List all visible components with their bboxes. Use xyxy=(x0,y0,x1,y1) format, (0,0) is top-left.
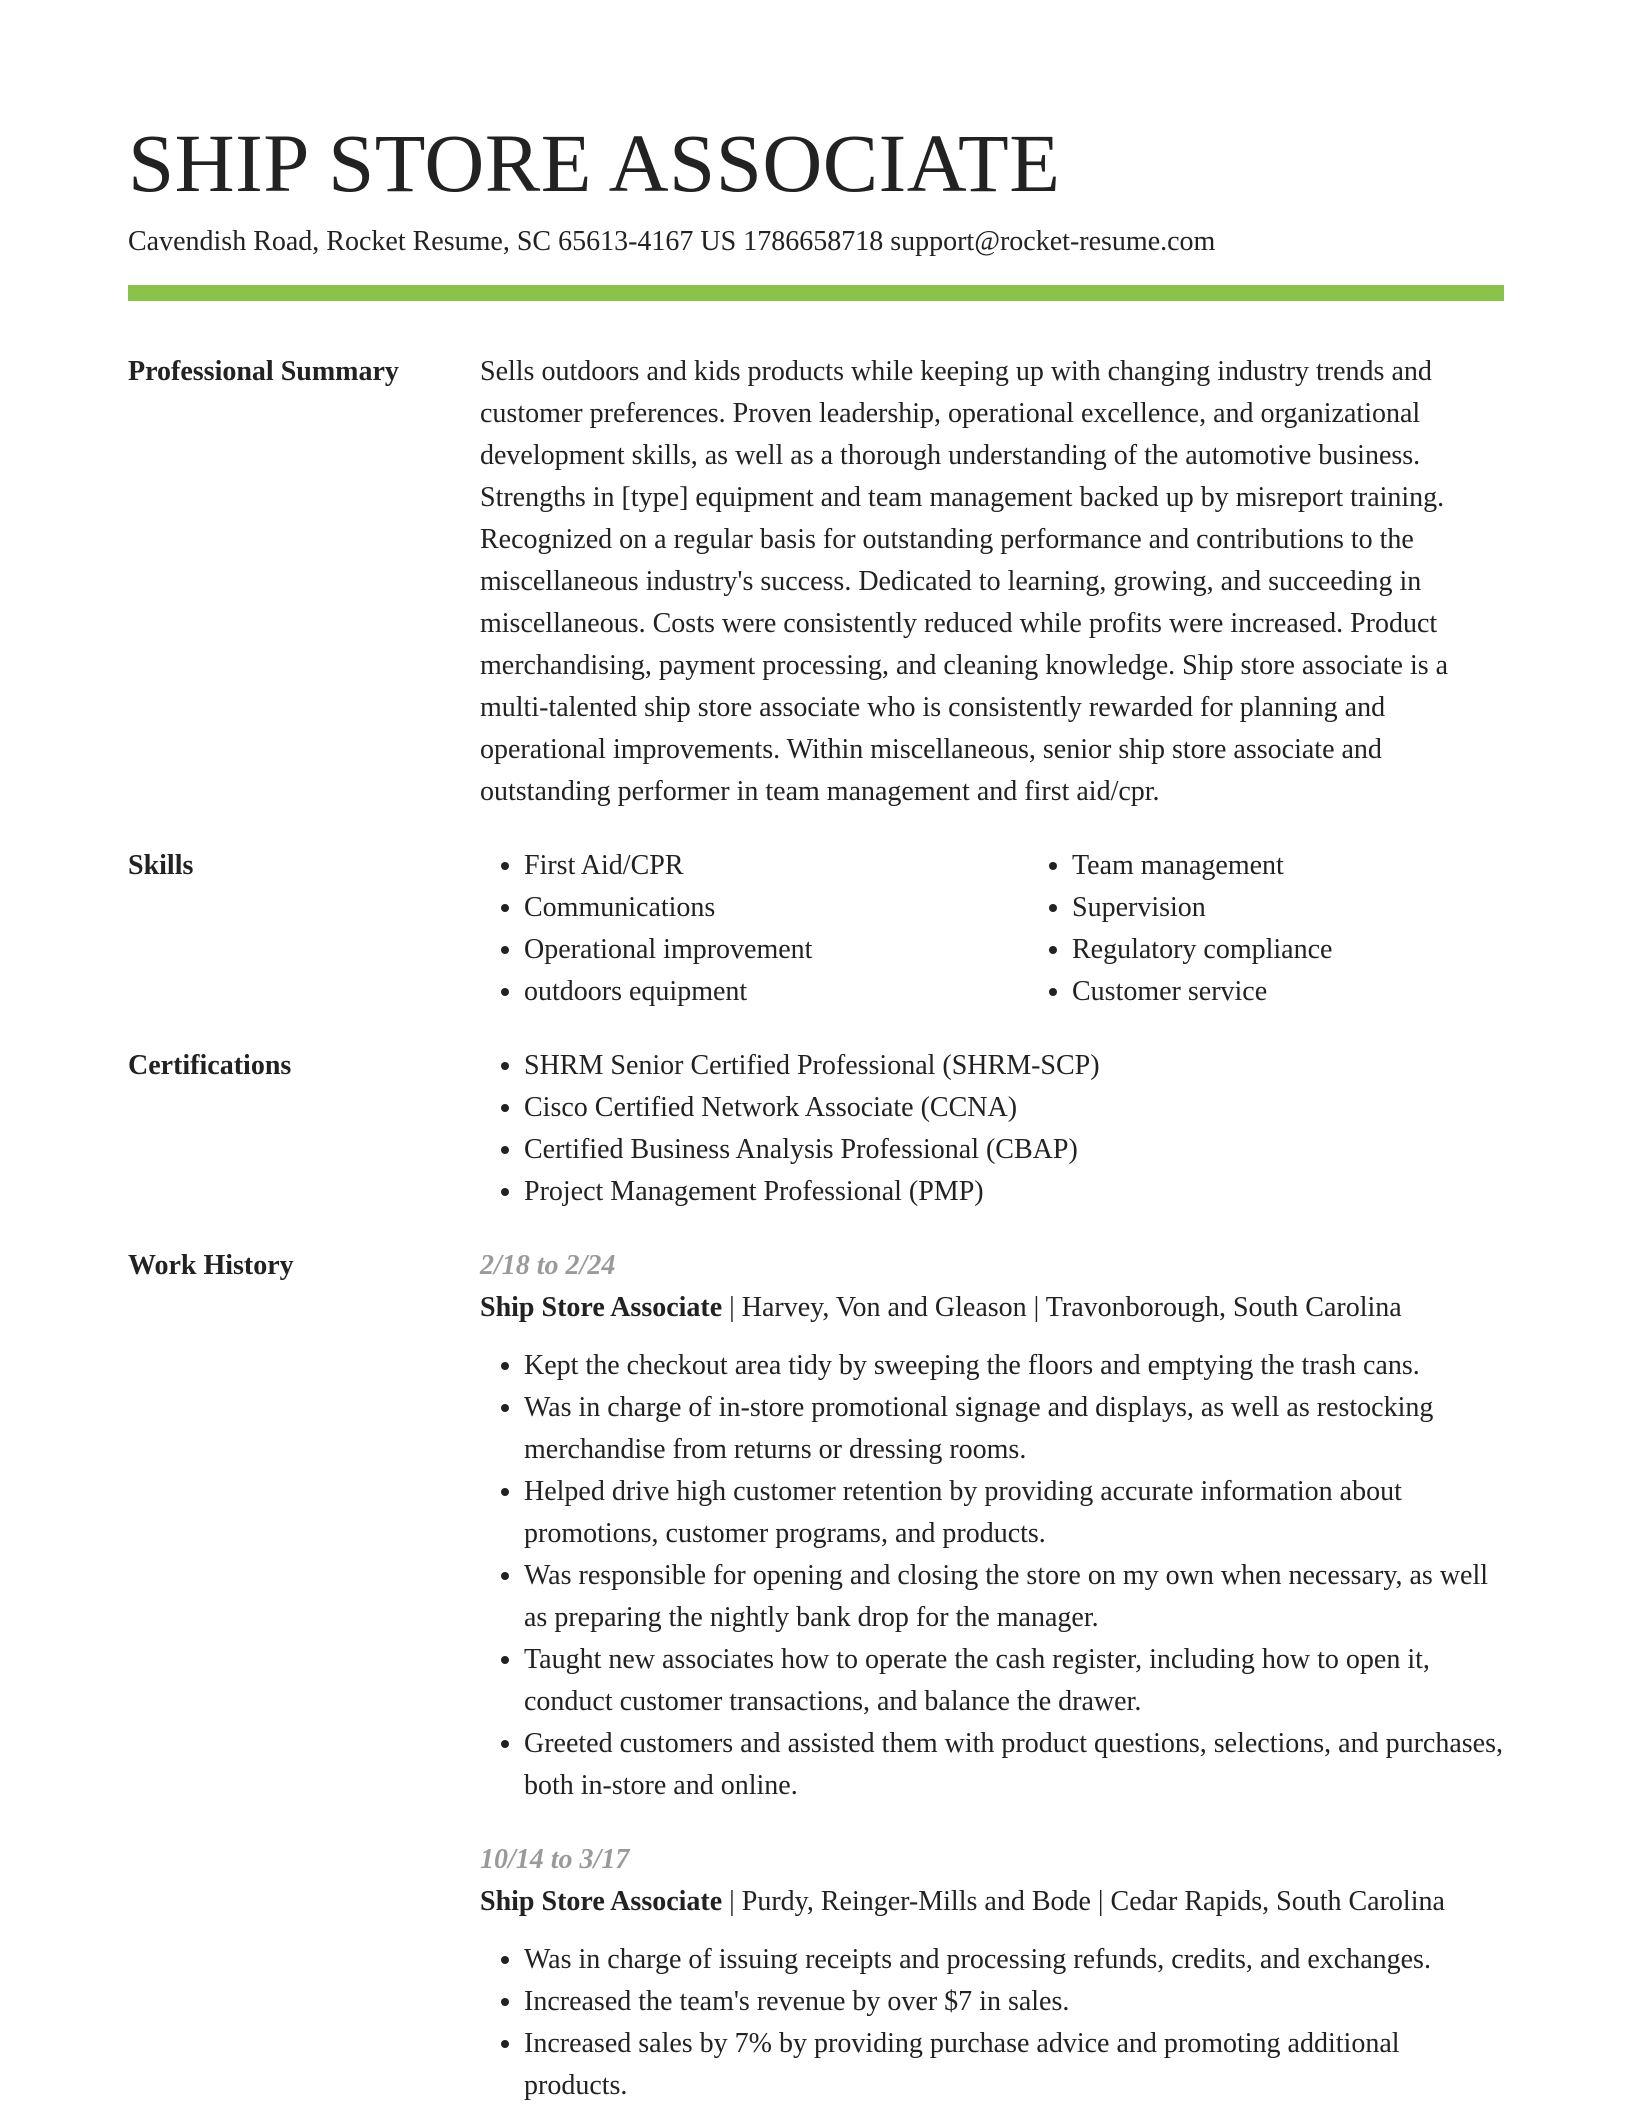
job-duty: • Helped drive high customer retention by providing accurate information about promotions, customer programs, and products. xyxy=(524,1471,1504,1555)
job-entry xyxy=(480,1245,1504,1807)
work-history-content xyxy=(480,1245,1504,2107)
job-heading xyxy=(480,1287,1504,1329)
summary-text: Sells outdoors and kids products while keeping up with changing industry trends and customer preferences. Proven leadership, operational excellence, and organizational development skills, as well as a thorough understanding of the automotive business. Strengths in [type] equipment and team management backed up by misreport training. Recognized on a regular basis for outstanding performance and contributions to the miscellaneous industry's success. Dedicated to learning, growing, and succeeding in miscellaneous. Costs were consistently reduced while profits were increased. Product merchandising, payment processing, and cleaning knowledge. Ship store associate is a multi-talented ship store associate who is consistently rewarded for planning and operational improvements. Within miscellaneous, senior ship store associate and outstanding performer in team management and first aid/cpr. xyxy=(480,355,1449,807)
skill-item: • Regulatory compliance xyxy=(1072,929,1576,971)
section-skills xyxy=(128,845,1504,1013)
job-duties-list xyxy=(480,1939,1504,2107)
job-employer-location: | Purdy, Reinger-Mills and Bode | Cedar Rapids, South Carolina xyxy=(722,1885,1445,1917)
job-dates: 10/14 to 3/17 xyxy=(480,1843,630,1875)
header-divider xyxy=(128,285,1504,301)
job-duty: • Increased the team's revenue by over $7 in sales. xyxy=(524,1981,1504,2023)
section-label: Skills xyxy=(128,849,194,881)
section-work-history xyxy=(128,1245,1504,2107)
certification-item: • Certified Business Analysis Professional (CBAP) xyxy=(524,1129,1504,1171)
job-employer-location: | Harvey, Von and Gleason | Travonborough, South Carolina xyxy=(722,1291,1402,1323)
summary-content xyxy=(480,351,1504,813)
section-certifications xyxy=(128,1045,1504,1213)
skill-item: • Team management xyxy=(1072,845,1576,887)
skills-list-right xyxy=(1028,845,1576,1013)
skill-item: • First Aid/CPR xyxy=(524,845,1028,887)
certification-item: • Project Management Professional (PMP) xyxy=(524,1171,1504,1213)
section-label: Certifications xyxy=(128,1049,292,1081)
skill-item: • Supervision xyxy=(1072,887,1576,929)
job-duty: • Was in charge of in-store promotional signage and displays, as well as restocking merchandise from returns or dressing rooms. xyxy=(524,1387,1504,1471)
skills-columns xyxy=(480,845,1576,1013)
job-duty: • Taught new associates how to operate the cash register, including how to open it, conduct customer transactions, and balance the drawer. xyxy=(524,1639,1504,1723)
resume-page xyxy=(128,0,1504,2107)
job-duty: • Kept the checkout area tidy by sweeping the floors and emptying the trash cans. xyxy=(524,1345,1504,1387)
contact-info: Cavendish Road, Rocket Resume, SC 65613-4167 US 1786658718 support@rocket-resume.com xyxy=(128,226,1216,258)
section-label: Work History xyxy=(128,1249,294,1281)
job-duty: • Greeted customers and assisted them with product questions, selections, and purchases, both in-store and online. xyxy=(524,1723,1504,1807)
job-duty: • Increased sales by 7% by providing purchase advice and promoting additional products. xyxy=(524,2023,1504,2107)
job-duties-list xyxy=(480,1345,1504,1807)
job-duty: • Was responsible for opening and closing the store on my own when necessary, as well as preparing the nightly bank drop for the manager. xyxy=(524,1555,1504,1639)
job-title: Ship Store Associate xyxy=(480,1885,723,1917)
certifications-list xyxy=(480,1045,1504,1213)
certification-item: • SHRM Senior Certified Professional (SHRM-SCP) xyxy=(524,1045,1504,1087)
job-dates: 2/18 to 2/24 xyxy=(480,1249,616,1281)
section-professional-summary xyxy=(128,351,1504,813)
skill-item: • Communications xyxy=(524,887,1028,929)
job-heading xyxy=(480,1881,1504,1923)
certifications-content xyxy=(480,1045,1504,1213)
resume-title: SHIP STORE ASSOCIATE xyxy=(128,117,1061,209)
job-duty: • Was in charge of issuing receipts and processing refunds, credits, and exchanges. xyxy=(524,1939,1504,1981)
job-title: Ship Store Associate xyxy=(480,1291,723,1323)
skill-item: • Operational improvement xyxy=(524,929,1028,971)
skill-item: • outdoors equipment xyxy=(524,971,1028,1013)
skill-item: • Customer service xyxy=(1072,971,1576,1013)
job-entry xyxy=(480,1839,1504,2107)
section-label: Professional Summary xyxy=(128,355,399,387)
certification-item: • Cisco Certified Network Associate (CCNA) xyxy=(524,1087,1504,1129)
skills-list-left xyxy=(480,845,1028,1013)
